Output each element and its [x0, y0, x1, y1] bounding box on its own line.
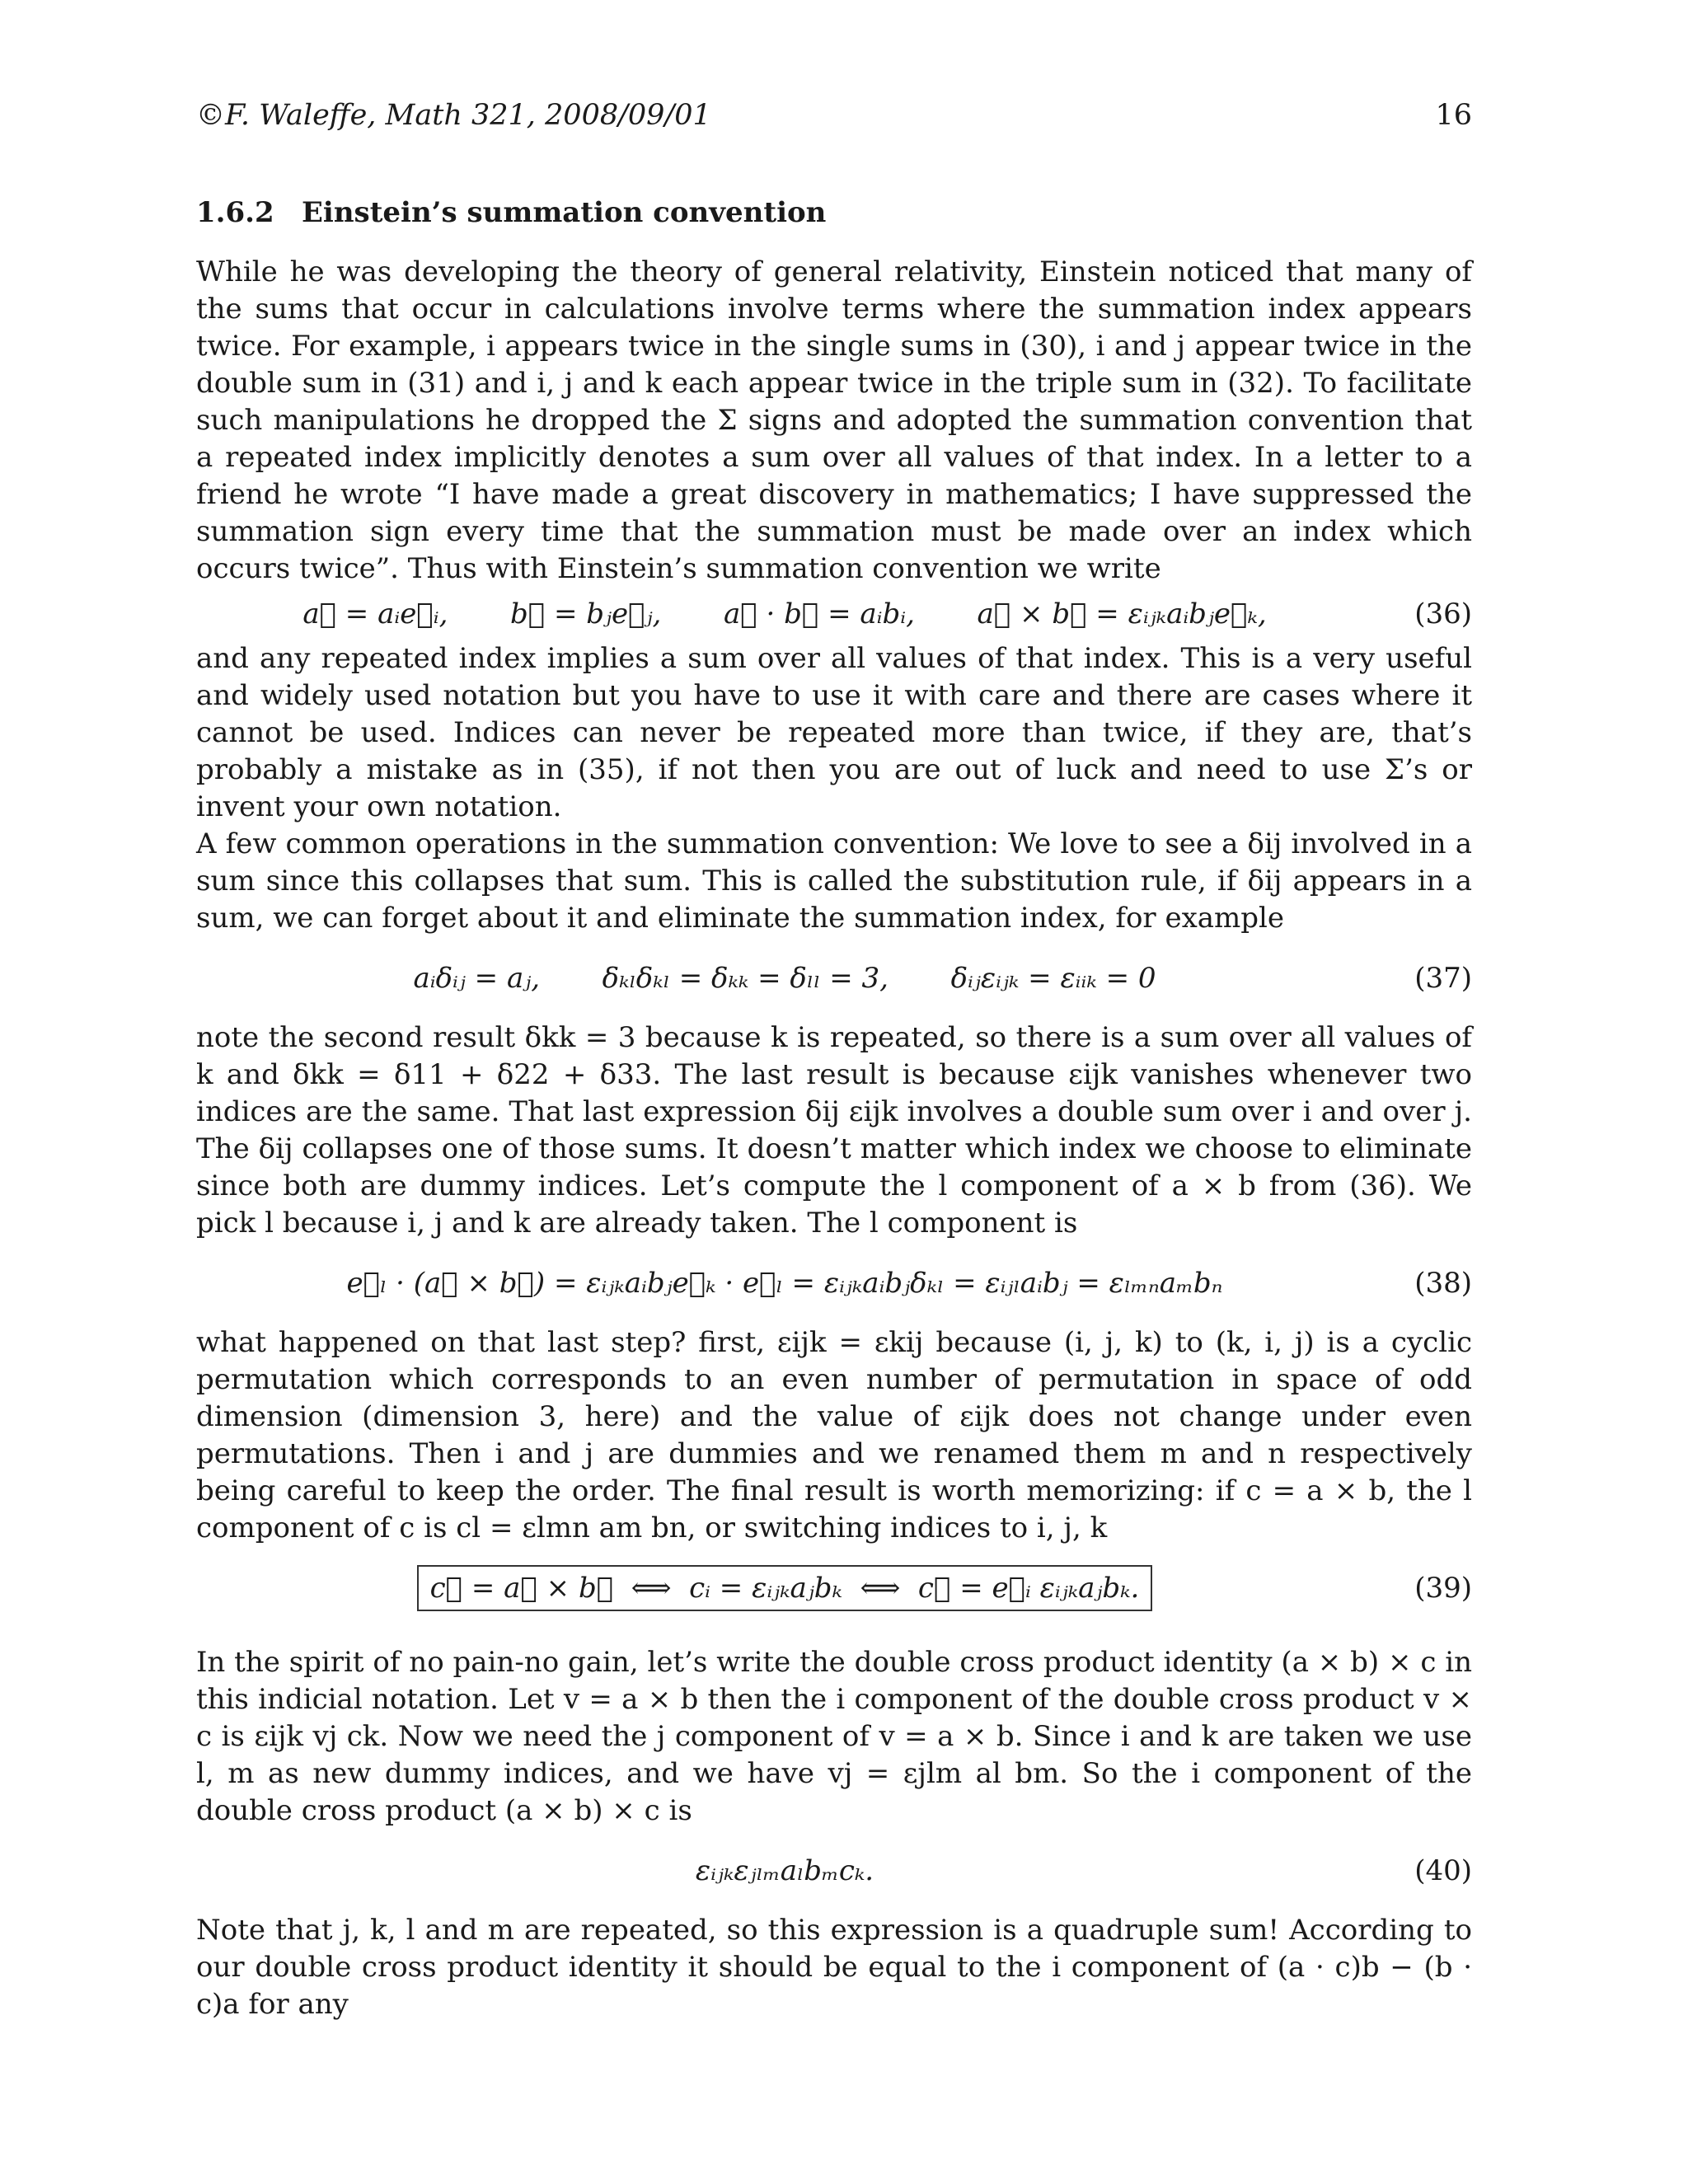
equation-36-tag: (36) — [1414, 598, 1472, 630]
paragraph-second-result: note the second result δkk = 3 because k is repeated, so there is a sum over all values of k and δkk = δ11 + δ22 + δ33. The last result is because εijk vanishes whenever two indices are the same. That last expression δij εijk involves a double sum over i and over j. The δij collapses one of those sums. It doesn’t matter which index we choose to eliminate since both are dummy indices. Let’s compute the l component of a × b from (36). We pick l because i, j and k are already taken. The l component is — [196, 1021, 1472, 1240]
section-title: Einstein’s summation convention — [302, 196, 827, 229]
equation-36 — [196, 588, 1472, 640]
page — [196, 99, 1472, 2023]
equation-39-boxed-body: c⃗ = a⃗ × b⃗ ⟺ cᵢ = εᵢⱼₖaⱼbₖ ⟺ c⃗ = e⃗ᵢ εᵢⱼₖaⱼbₖ. — [417, 1565, 1153, 1611]
running-header — [196, 99, 1472, 148]
equation-40-tag: (40) — [1414, 1854, 1472, 1887]
page-number: 16 — [1435, 99, 1472, 132]
equation-38-tag: (38) — [1414, 1267, 1472, 1300]
paragraph-double-cross: In the spirit of no pain-no gain, let’s write the double cross product identity (a × b) × c in this indicial notation. Let v = a × b then the i component of the double cross product v × c is εijk vj ck. Now we need the j component of v = a × b. Since i and k are taken we use l, m as new dummy indices, and we have vj = εjlm al bm. So the i component of the double cross product (a × b) × c is — [196, 1646, 1472, 1827]
section-heading — [196, 196, 1472, 254]
equation-39-tag: (39) — [1414, 1572, 1472, 1605]
equation-40 — [196, 1844, 1472, 1897]
paragraph-substitution: A few common operations in the summation convention: We love to see a δij involved in a sum since this collapses that sum. This is called the substitution rule, if δij appears in a sum, we can forget about it and eliminate the summation index, for example — [196, 827, 1472, 935]
paragraph-intro: While he was developing the theory of general relativity, Einstein noticed that many of the sums that occur in calculations involve terms where the summation index appears twice. For example, i appears twice in the single sums in (30), i and j appear twice in the double sum in (31) and i, j and k each appear twice in the triple sum in (32). To facilitate such manipulations he dropped the Σ signs and adopted the summation convention that a repeated index implicitly denotes a sum over all values of that index. In a letter to a friend he wrote “I have made a great discovery in mathematics; I have suppressed the summation sign every time that the summation must be made over an index which occurs twice”. Thus with Einstein’s summation convention we write — [196, 255, 1472, 585]
header-citation: ©F. Waleffe, Math 321, 2008/09/01 — [196, 99, 711, 132]
equation-38 — [196, 1257, 1472, 1310]
paragraph-quadruple-sum: Note that j, k, l and m are repeated, so this expression is a quadruple sum! According to our double cross product identity it should be equal to the i component of (a · c)b − (b · c)a for any — [196, 1914, 1472, 2021]
equation-40-body: εᵢⱼₖεⱼₗₘaₗbₘcₖ. — [695, 1854, 874, 1887]
equation-36-body: a⃗ = aᵢe⃗ᵢ, b⃗ = bⱼe⃗ⱼ, a⃗ · b⃗ = aᵢbᵢ, a⃗ × b⃗ = εᵢⱼₖaᵢbⱼe⃗ₖ, — [302, 598, 1267, 630]
equation-37-body: aᵢδᵢⱼ = aⱼ, δₖₗδₖₗ = δₖₖ = δₗₗ = 3, δᵢⱼεᵢⱼₖ = εᵢᵢₖ = 0 — [413, 962, 1156, 995]
equation-39 — [196, 1562, 1472, 1615]
equation-37-tag: (37) — [1414, 962, 1472, 995]
paragraph-usage: and any repeated index implies a sum over all values of that index. This is a very useful and widely used notation but you have to use it with care and there are cases where it cannot be used. Indices can never be repeated more than twice, if they are, that’s probably a mistake as in (35), if not then you are out of luck and need to use Σ’s or invent your own notation. — [196, 642, 1472, 823]
paragraph-last-step: what happened on that last step? first, εijk = εkij because (i, j, k) to (k, i, j) is a cyclic permutation which corresponds to an even number of permutation in space of odd dimension (dimension 3, here) and the value of εijk does not change under even permutations. Then i and j are dummies and we renamed them m and n respectively being careful to keep the order. The final result is worth memorizing: if c = a × b, the l component of c is cl = εlmn am bn, or switching indices to i, j, k — [196, 1326, 1472, 1544]
equation-38-body: e⃗ₗ · (a⃗ × b⃗) = εᵢⱼₖaᵢbⱼe⃗ₖ · e⃗ₗ = εᵢⱼₖaᵢbⱼδₖₗ = εᵢⱼₗaᵢbⱼ = εₗₘₙaₘbₙ — [346, 1267, 1223, 1300]
section-number: 1.6.2 — [196, 196, 274, 229]
equation-37 — [196, 952, 1472, 1005]
